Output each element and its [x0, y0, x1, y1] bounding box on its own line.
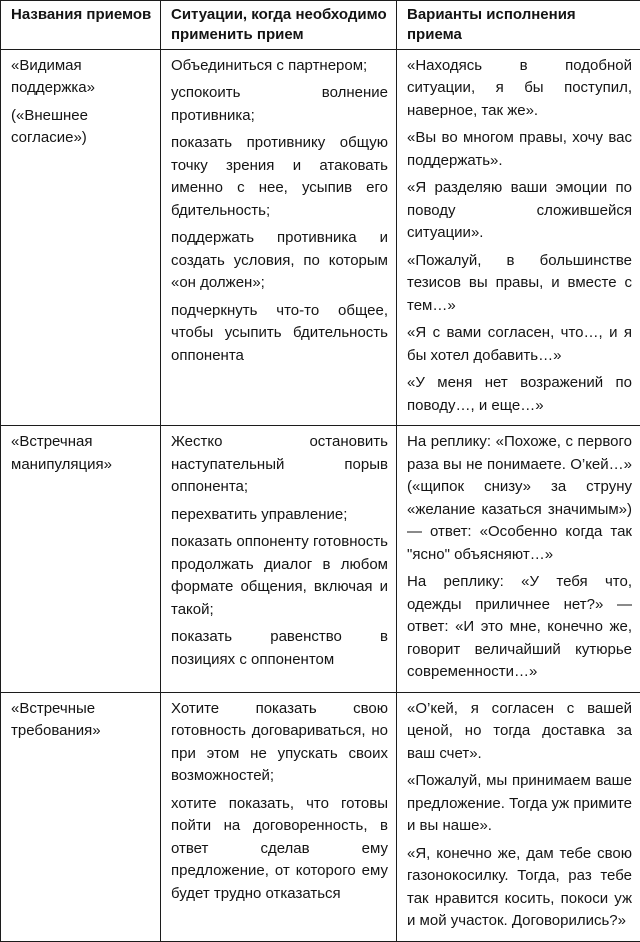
situation-item: подчеркнуть что-то общее, чтобы усыпить бдительность оппонента: [171, 300, 388, 368]
variant-item: «Пожалуй, мы принимаем ваше предложение. Тогда уж примите и вы наше».: [407, 770, 632, 838]
variants-cell: [397, 426, 640, 693]
variant-item: «Пожалуй, в большинстве тезисов вы правы, и вместе с тем…»: [407, 250, 632, 318]
technique-name: «Встречная манипуляция»: [11, 431, 152, 476]
variant-item: «О’кей, я согласен с вашей ценой, но тогда доставка за ваш счет».: [407, 698, 632, 766]
technique-name: «Видимая поддержка»: [11, 55, 152, 100]
variant-item: «Вы во многом правы, хочу вас поддержать».: [407, 127, 632, 172]
header-row: [1, 1, 640, 50]
technique-name-cell: [1, 692, 161, 941]
situation-item: перехватить управление;: [171, 504, 388, 527]
technique-name: «Встречные требования»: [11, 698, 152, 743]
situations-cell: [161, 426, 397, 693]
header-technique-names: Названия приемов: [1, 1, 161, 50]
situation-item: показать равенство в позициях с оппонентом: [171, 626, 388, 671]
situation-item: Хотите показать свою готовность договариваться, но при этом не упускать своих возможностей;: [171, 698, 388, 788]
variant-item: На реплику: «У тебя что, одежды приличнее нет?» — ответ: «И это мне, конечно же, говорит величайший кутюрье современности…»: [407, 571, 632, 684]
situation-item: успокоить волнение противника;: [171, 82, 388, 127]
table-row-visible-support: [1, 49, 640, 426]
variant-item: «Я, конечно же, дам тебе свою газонокосилку. Тогда, раз тебе так нравится косить, покоси уж и мой участок. Договорились?»: [407, 843, 632, 933]
technique-name-cell: [1, 426, 161, 693]
variant-item: «Я с вами согласен, что…, и я бы хотел добавить…»: [407, 322, 632, 367]
variants-cell: [397, 692, 640, 941]
situations-cell: [161, 692, 397, 941]
table-row-counter-manipulation: [1, 426, 640, 693]
situations-cell: [161, 49, 397, 426]
table-row-counter-demands: [1, 692, 640, 941]
situation-item: показать оппоненту готовность продолжать диалог в любом формате общения, включая и такой;: [171, 531, 388, 621]
variants-cell: [397, 49, 640, 426]
header-situations: Ситуации, когда необходимо применить прием: [161, 1, 397, 50]
variant-item: «Я разделяю ваши эмоции по поводу сложившейся ситуации».: [407, 177, 632, 245]
header-variants: Варианты исполнения приема: [397, 1, 640, 50]
situation-item: Жестко остановить наступательный порыв оппонента;: [171, 431, 388, 499]
variant-item: «Находясь в подобной ситуации, я бы поступил, наверное, так же».: [407, 55, 632, 123]
situation-item: поддержать противника и создать условия, по которым «он должен»;: [171, 227, 388, 295]
technique-name-cell: [1, 49, 161, 426]
situation-item: хотите показать, что готовы пойти на договоренность, в ответ сделав ему предложение, от которого ему будет трудно отказаться: [171, 793, 388, 906]
situation-item: Объединиться с партнером;: [171, 55, 388, 78]
situation-item: показать противнику общую точку зрения и атаковать именно с нее, усыпив его бдительность;: [171, 132, 388, 222]
variant-item: «У меня нет возражений по поводу…, и еще…»: [407, 372, 632, 417]
variant-item: На реплику: «Похоже, с первого раза вы не понимаете. О’кей…» («щипок снизу» за струну «желание казаться значимым») — ответ: «Особенно когда так "ясно" объясняют…»: [407, 431, 632, 566]
technique-name-alt: («Внешнее согласие»): [11, 105, 152, 150]
